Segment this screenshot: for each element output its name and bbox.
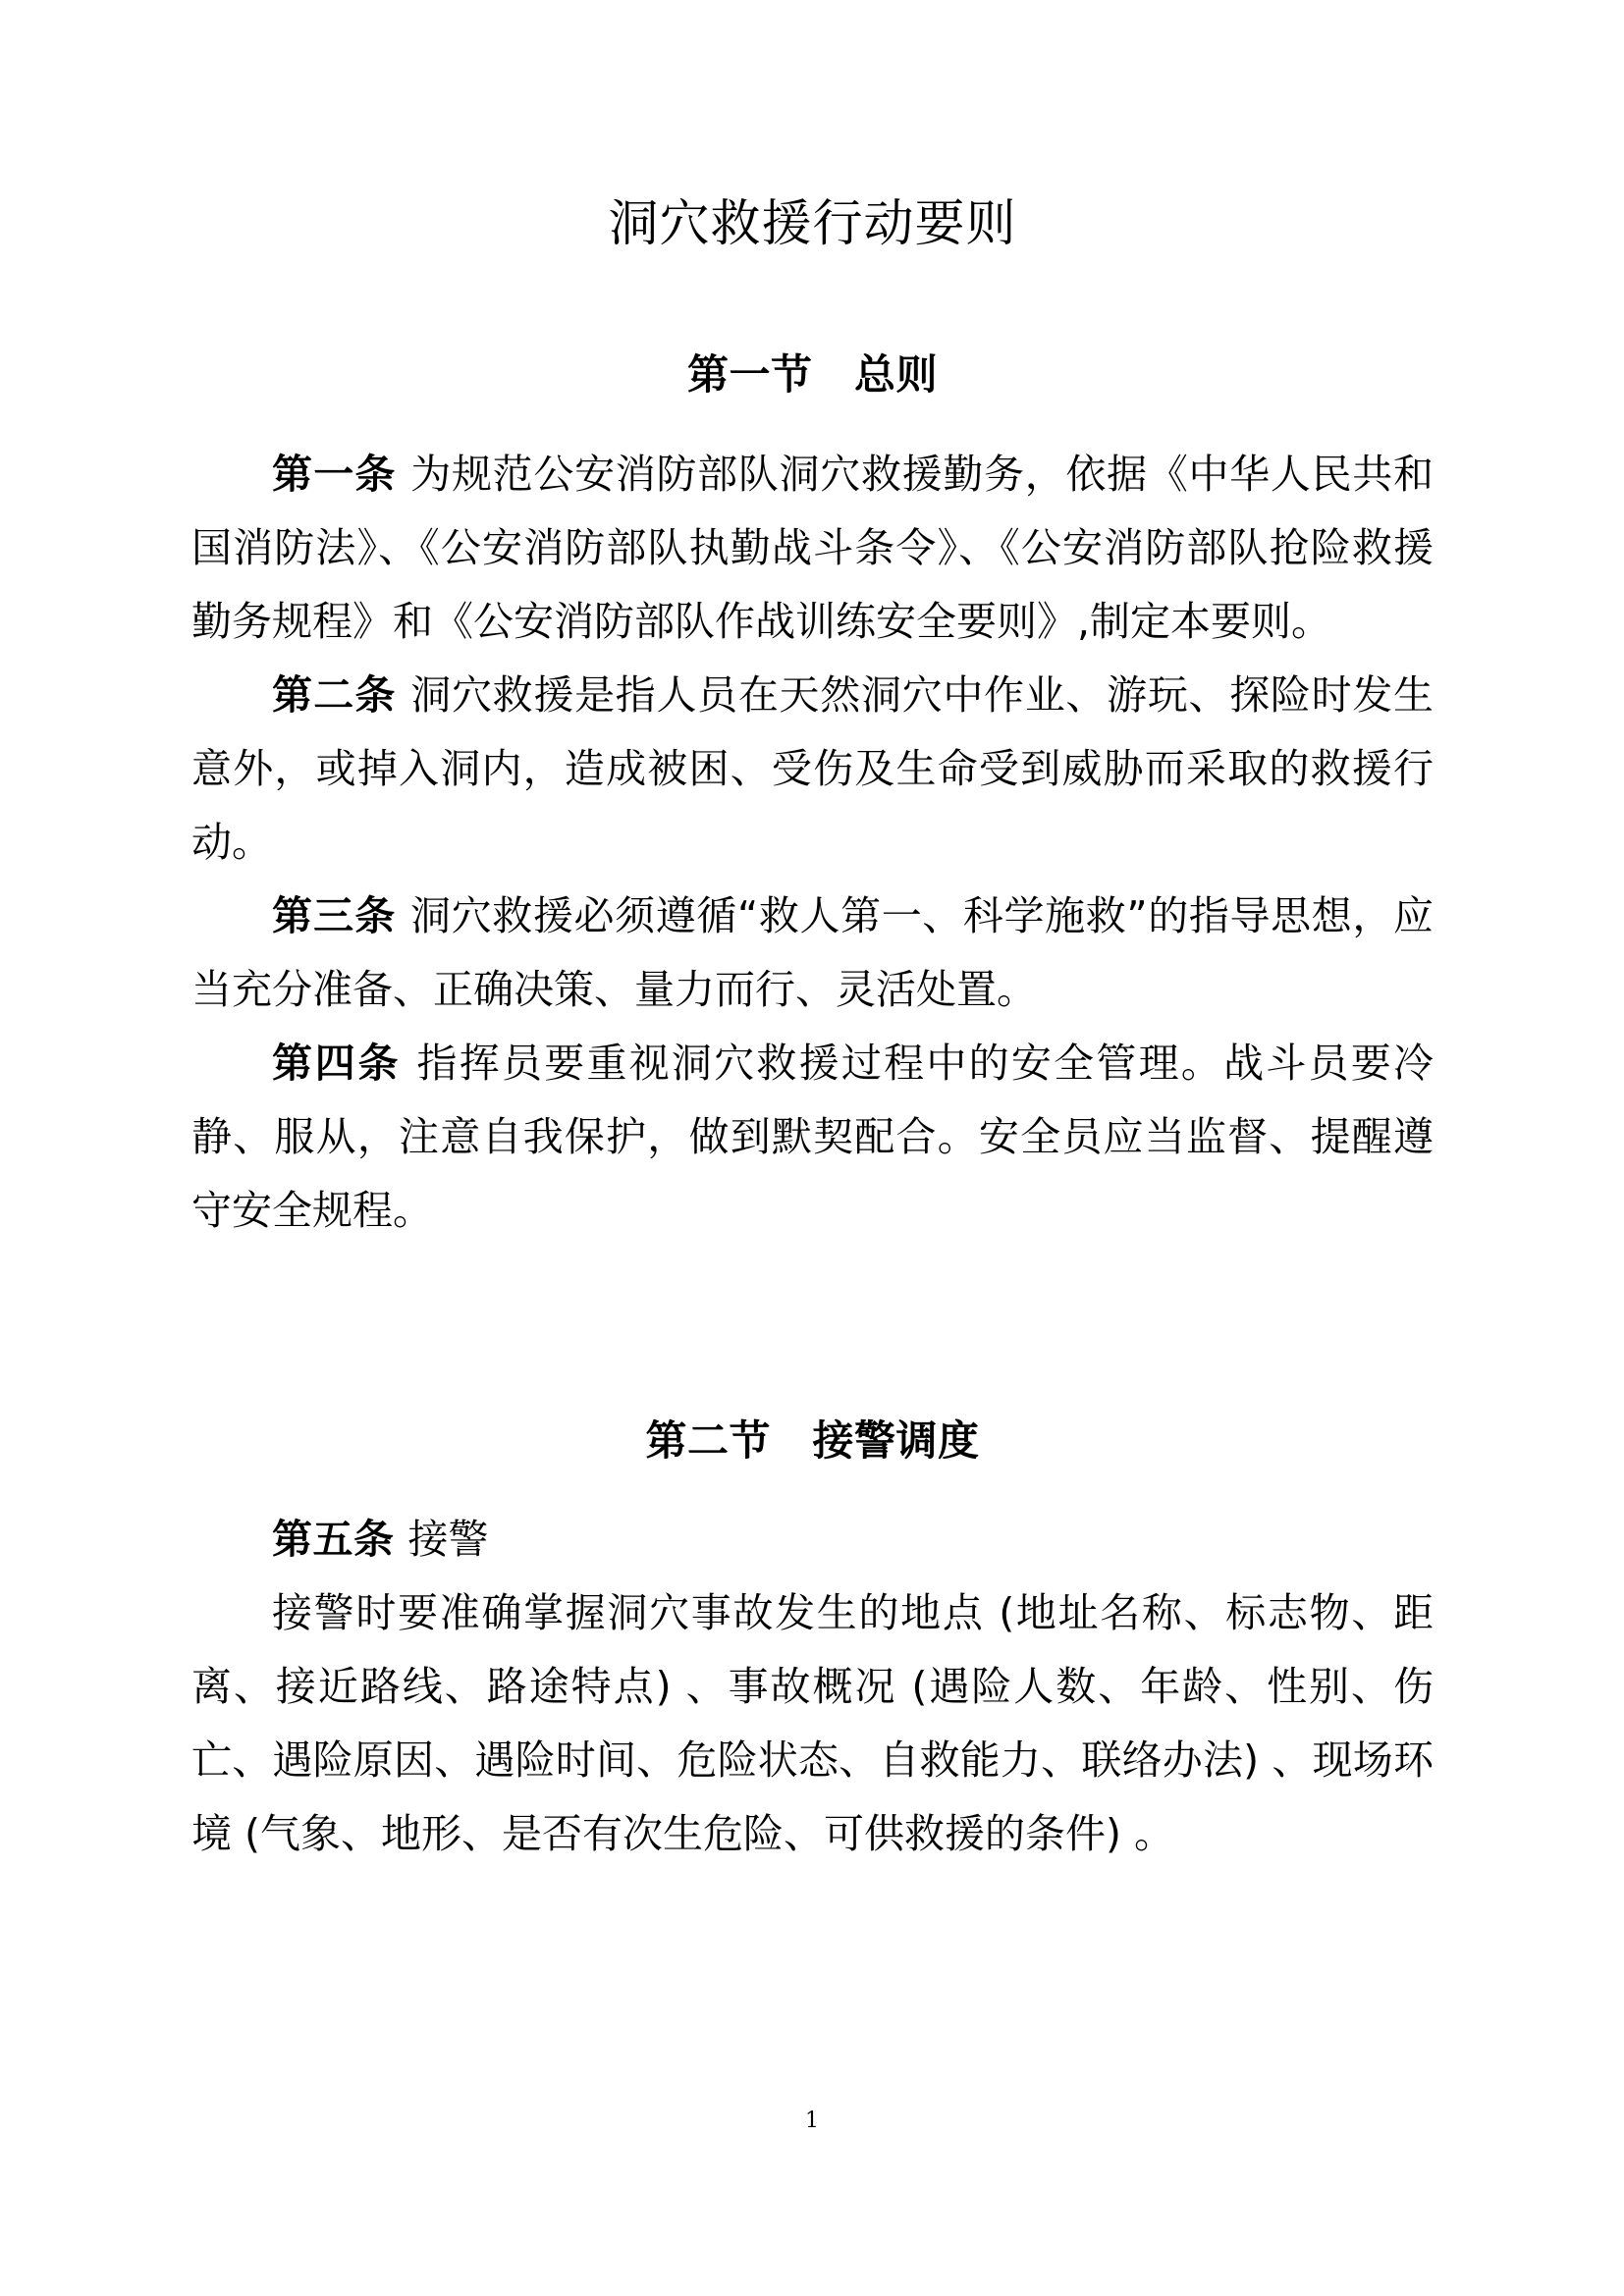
article-paragraph — [191, 438, 1434, 659]
document-title: 洞穴救援行动要则 — [608, 195, 1017, 253]
article-paragraph — [191, 880, 1434, 1027]
page-number: 1 — [805, 2109, 819, 2133]
article-number: 第三条 — [272, 891, 397, 939]
body-paragraph: 接警时要准确掌握洞穴事故发生的地点 (地址名称、标志物、距离、接近路线、路途特点) 、事故概况 (遇险人数、年龄、性别、伤亡、遇险原因、遇险时间、危险状态、自救能力、联络办法) 、现场环境 (气象、地形、是否有次生危险、可供救援的条件) 。 — [191, 1588, 1434, 1857]
article-paragraph — [191, 1027, 1434, 1248]
article-text: 为规范公安消防部队洞穴救援勤务，依据《中华人民共和国消防法》、《公安消防部队执勤战斗条令》、《公安消防部队抢险救援勤务规程》和《公安消防部队作战训练安全要则》,制定本要则。 — [191, 450, 1435, 645]
paragraph-spacer — [191, 1248, 1434, 1334]
article-paragraph — [191, 1503, 1434, 1576]
article-text: 洞穴救援必须遵循“救人第一、科学施救”的指导思想，应当充分准备、正确决策、量力而行、灵活处置。 — [191, 891, 1435, 1013]
section-heading-2: 第二节 接警调度 — [645, 1415, 980, 1465]
section-heading-1: 第一节 总则 — [686, 350, 938, 400]
article-paragraph — [191, 659, 1434, 880]
page-content — [191, 0, 1434, 1871]
article-number: 第二条 — [272, 670, 397, 719]
article-number: 第五条 — [272, 1515, 395, 1563]
article-text: 指挥员要重视洞穴救援过程中的安全管理。战斗员要冷静、服从，注意自我保护，做到默契配合。安全员应当监督、提醒遵守安全规程。 — [191, 1039, 1435, 1234]
article-text: 接警 — [407, 1515, 489, 1563]
article-number: 第一条 — [272, 450, 397, 498]
article-number: 第四条 — [272, 1039, 402, 1087]
article-text: 洞穴救援是指人员在天然洞穴中作业、游玩、探险时发生意外，或掉入洞内，造成被困、受伤及生命受到威胁而采取的救援行动。 — [191, 670, 1435, 866]
